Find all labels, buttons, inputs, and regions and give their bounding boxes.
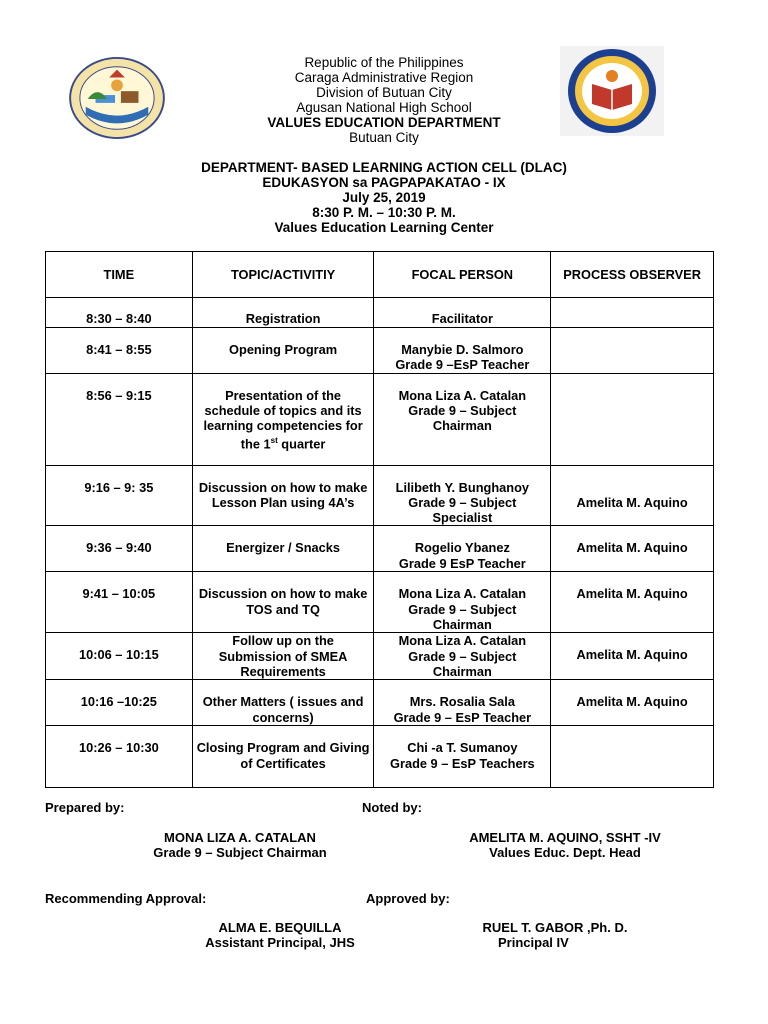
table-row xyxy=(46,726,714,788)
approved-by-label: Approved by: xyxy=(366,891,450,906)
noted-by-label: Noted by: xyxy=(362,800,422,815)
cell-observer: Amelita M. Aquino xyxy=(551,633,714,680)
header-focal: FOCAL PERSON xyxy=(374,252,551,298)
cell-topic-text: Presentation of the schedule of topics and its learning competencies for the 1 xyxy=(203,387,363,452)
cell-topic: Opening Program xyxy=(192,328,374,374)
table-row xyxy=(46,572,714,633)
cell-focal: Mrs. Rosalia Sala Grade 9 – EsP Teacher xyxy=(374,680,551,726)
table-row xyxy=(46,373,714,465)
recommending-approval-label: Recommending Approval: xyxy=(45,891,207,906)
ordinal-suffix: st xyxy=(270,436,278,446)
cell-observer xyxy=(551,328,714,374)
cell-time: 10:26 – 10:30 xyxy=(46,726,193,788)
cell-time: 10:16 –10:25 xyxy=(46,680,193,726)
prepared-title: Grade 9 – Subject Chairman xyxy=(153,845,327,860)
table-row xyxy=(46,298,714,328)
doc-venue: Values Education Learning Center xyxy=(274,220,494,235)
noted-title: Values Educ. Dept. Head xyxy=(489,845,641,860)
cell-observer xyxy=(551,726,714,788)
cell-topic: Follow up on the Submission of SMEA Requirements xyxy=(192,633,374,680)
doc-subject: EDUKASYON sa PAGPAPAKATAO - IX xyxy=(262,175,506,190)
cell-topic: Closing Program and Giving of Certificates xyxy=(192,726,374,788)
cell-time: 8:41 – 8:55 xyxy=(46,328,193,374)
cell-focal: Rogelio Ybanez Grade 9 EsP Teacher xyxy=(374,526,551,572)
cell-time: 10:06 – 10:15 xyxy=(46,633,193,680)
cell-topic: Discussion on how to make TOS and TQ xyxy=(192,572,374,633)
cell-topic: Energizer / Snacks xyxy=(192,526,374,572)
header-region: Caraga Administrative Region xyxy=(294,70,474,85)
cell-focal: Chi -a T. Sumanoy Grade 9 – EsP Teachers xyxy=(374,726,551,788)
doc-title: DEPARTMENT- BASED LEARNING ACTION CELL (DLAC) xyxy=(201,160,567,175)
table-row xyxy=(46,633,714,680)
cell-focal: Lilibeth Y. Bunghanoy Grade 9 – Subject Specialist xyxy=(374,465,551,526)
cell-observer: Amelita M. Aquino xyxy=(551,572,714,633)
header-time: TIME xyxy=(46,252,193,298)
cell-observer xyxy=(551,298,714,328)
cell-time: 9:16 – 9: 35 xyxy=(46,465,193,526)
cell-topic: Discussion on how to make Lesson Plan using 4A’s xyxy=(192,465,374,526)
noted-name: AMELITA M. AQUINO, SSHT -IV xyxy=(469,830,661,845)
cell-observer xyxy=(551,373,714,465)
cell-time: 8:30 – 8:40 xyxy=(46,298,193,328)
recommending-name: ALMA E. BEQUILLA xyxy=(218,920,342,935)
cell-focal: Facilitator xyxy=(374,298,551,328)
doc-date: July 25, 2019 xyxy=(342,190,426,205)
cell-time: 9:41 – 10:05 xyxy=(46,572,193,633)
cell-focal: Manybie D. Salmoro Grade 9 –EsP Teacher xyxy=(374,328,551,374)
approved-title: Principal IV xyxy=(498,935,569,950)
header-department: VALUES EDUCATION DEPARTMENT xyxy=(267,115,501,130)
prepared-by-label: Prepared by: xyxy=(45,800,125,815)
header-city: Butuan City xyxy=(349,130,419,145)
prepared-name: MONA LIZA A. CATALAN xyxy=(164,830,316,845)
cell-observer: Amelita M. Aquino xyxy=(551,465,714,526)
cell-topic-tail: quarter xyxy=(277,436,326,452)
cell-topic: Other Matters ( issues and concerns) xyxy=(192,680,374,726)
cell-observer: Amelita M. Aquino xyxy=(551,680,714,726)
cell-observer: Amelita M. Aquino xyxy=(551,526,714,572)
header-topic: TOPIC/ACTIVITIY xyxy=(192,252,374,298)
header-school: Agusan National High School xyxy=(296,100,472,115)
table-row xyxy=(46,328,714,374)
cell-topic: Registration xyxy=(192,298,374,328)
cell-focal: Mona Liza A. Catalan Grade 9 – Subject Chairman xyxy=(374,633,551,680)
table-row xyxy=(46,526,714,572)
table-header-row xyxy=(46,252,714,298)
header-division: Division of Butuan City xyxy=(316,85,452,100)
header-country: Republic of the Philippines xyxy=(304,55,464,70)
doc-time: 8:30 P. M. – 10:30 P. M. xyxy=(312,205,456,220)
header-observer: PROCESS OBSERVER xyxy=(551,252,714,298)
cell-topic xyxy=(192,373,374,465)
cell-focal: Mona Liza A. Catalan Grade 9 – Subject Chairman xyxy=(374,572,551,633)
approved-name: RUEL T. GABOR ,Ph. D. xyxy=(482,920,628,935)
table-row xyxy=(46,680,714,726)
table-row xyxy=(46,465,714,526)
cell-time: 8:56 – 9:15 xyxy=(46,373,193,465)
recommending-title: Assistant Principal, JHS xyxy=(205,935,355,950)
cell-focal: Mona Liza A. Catalan Grade 9 – Subject Chairman xyxy=(374,373,551,465)
cell-time: 9:36 – 9:40 xyxy=(46,526,193,572)
schedule-table xyxy=(45,251,714,788)
